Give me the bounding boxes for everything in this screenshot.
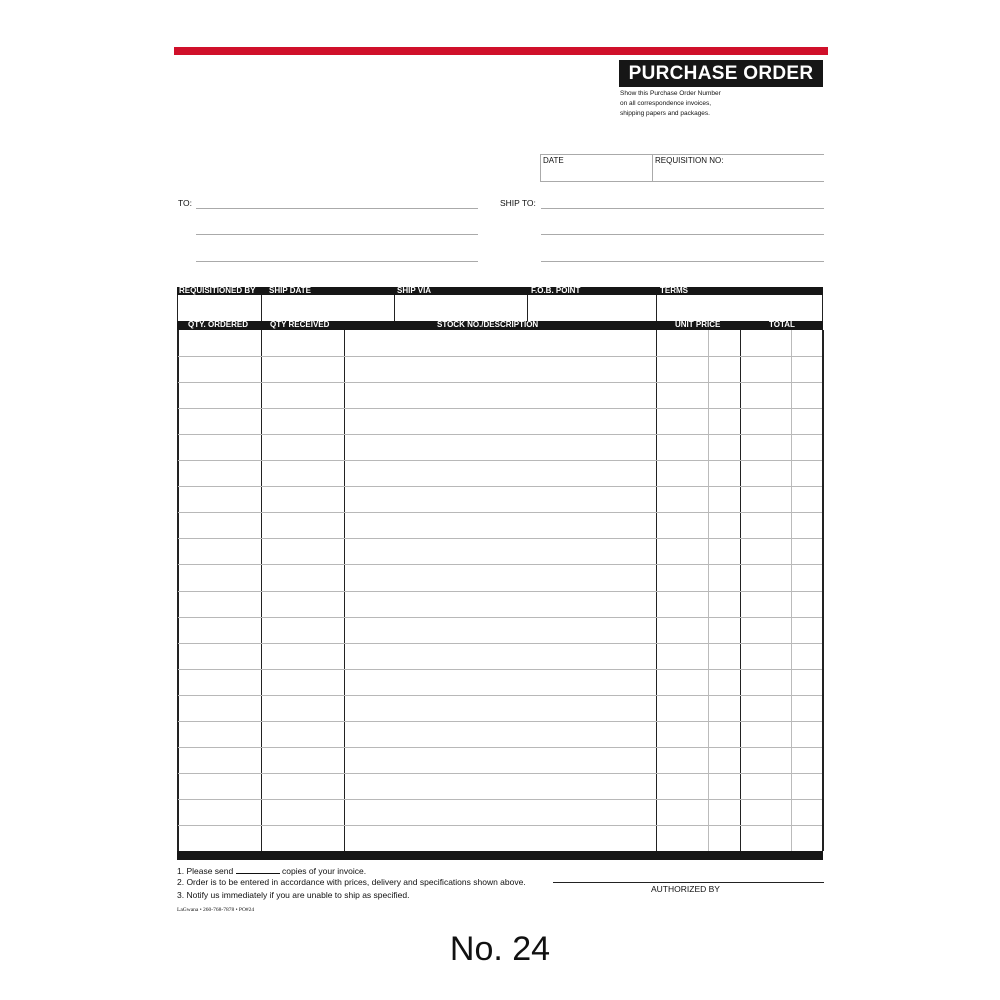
note-2: 2. Order is to be entered in accordance with prices, delivery and specifications shown above. xyxy=(177,877,526,887)
requisition-no-field[interactable] xyxy=(655,167,821,179)
table-row[interactable] xyxy=(178,512,822,538)
qty-received-header: QTY RECEIVED xyxy=(270,320,330,329)
authorized-by-label: AUTHORIZED BY xyxy=(651,884,720,894)
table-row[interactable] xyxy=(178,434,822,460)
table-row[interactable] xyxy=(178,460,822,486)
instruction-line-3: shipping papers and packages. xyxy=(620,110,710,117)
note-3: 3. Notify us immediately if you are unable to ship as specified. xyxy=(177,890,410,900)
printer-credit: LaGwana • 260-768-7878 • PO#24 xyxy=(177,907,255,913)
to-line-2[interactable] xyxy=(196,234,478,235)
note-1 xyxy=(177,865,366,876)
note-1-start: 1. Please send xyxy=(177,866,234,876)
copies-blank[interactable] xyxy=(236,865,280,874)
fob-point-header: F.O.B. POINT xyxy=(531,286,581,295)
table-row[interactable] xyxy=(178,538,822,564)
grid-vline-right xyxy=(822,330,824,851)
form-number-caption: No. 24 xyxy=(449,930,551,968)
requisitioned-by-field[interactable] xyxy=(179,297,259,319)
date-field[interactable] xyxy=(543,167,649,179)
ship-date-header: SHIP DATE xyxy=(269,286,311,295)
unit-price-header: UNIT PRICE xyxy=(675,320,721,329)
instruction-line-1: Show this Purchase Order Number xyxy=(620,90,721,97)
table-row[interactable] xyxy=(178,486,822,512)
terms-field[interactable] xyxy=(658,297,820,319)
table-row[interactable] xyxy=(178,669,822,695)
hdr-vline-2 xyxy=(394,295,395,321)
table-row[interactable] xyxy=(178,408,822,434)
ship-date-field[interactable] xyxy=(263,297,392,319)
table-row[interactable] xyxy=(178,643,822,669)
ship-to-line-1[interactable] xyxy=(541,208,824,209)
hdr-vline-3 xyxy=(527,295,528,321)
fob-point-field[interactable] xyxy=(529,297,654,319)
form-title: PURCHASE ORDER xyxy=(619,60,823,87)
ship-to-label: SHIP TO: xyxy=(500,198,536,208)
table-row[interactable] xyxy=(178,825,822,851)
to-line-1[interactable] xyxy=(196,208,478,209)
ship-to-line-3[interactable] xyxy=(541,261,824,262)
ship-via-header: SHIP VIA xyxy=(397,286,432,295)
table-row[interactable] xyxy=(178,773,822,799)
note-1-end: copies of your invoice. xyxy=(281,866,367,876)
date-label: DATE xyxy=(543,156,564,165)
top-red-bar xyxy=(174,47,828,55)
to-line-3[interactable] xyxy=(196,261,478,262)
hdr-vline-0 xyxy=(177,295,178,321)
qty-ordered-header: QTY. ORDERED xyxy=(188,320,249,329)
table-row[interactable] xyxy=(178,382,822,408)
terms-header: TERMS xyxy=(660,286,688,295)
hdr-vline-5 xyxy=(822,295,823,321)
table-row[interactable] xyxy=(178,564,822,590)
to-label: TO: xyxy=(178,198,193,208)
date-box-divider xyxy=(652,154,653,181)
table-row[interactable] xyxy=(178,591,822,617)
ship-to-line-2[interactable] xyxy=(541,234,824,235)
bottom-bar xyxy=(177,851,823,860)
ship-via-field[interactable] xyxy=(396,297,525,319)
table-row[interactable] xyxy=(178,695,822,721)
requisitioned-by-header: REQUISITIONED BY xyxy=(179,286,256,295)
total-header: TOTAL xyxy=(769,320,795,329)
table-row[interactable] xyxy=(178,721,822,747)
table-row[interactable] xyxy=(178,330,822,356)
date-box-bottom-line xyxy=(540,181,824,182)
stock-description-header: STOCK NO./DESCRIPTION xyxy=(437,320,539,329)
date-box-left-line xyxy=(540,154,541,181)
requisition-label: REQUISITION NO: xyxy=(655,156,724,165)
table-row[interactable] xyxy=(178,356,822,382)
hdr-vline-4 xyxy=(656,295,657,321)
table-row[interactable] xyxy=(178,617,822,643)
authorized-signature-line[interactable] xyxy=(553,882,824,883)
table-row[interactable] xyxy=(178,799,822,825)
hdr-vline-1 xyxy=(261,295,262,321)
instruction-line-2: on all correspondence invoices, xyxy=(620,100,712,107)
date-box-top-line xyxy=(540,154,824,155)
table-row[interactable] xyxy=(178,747,822,773)
